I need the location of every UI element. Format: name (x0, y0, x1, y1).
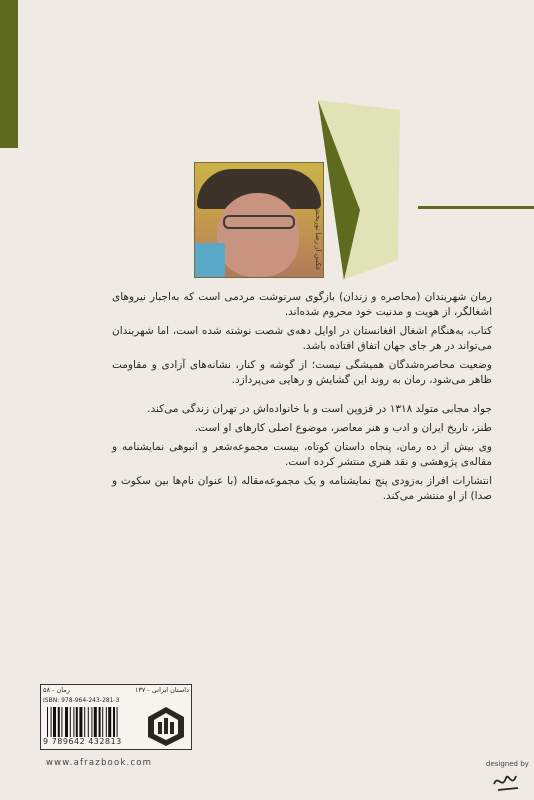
bio-paragraph: جواد مجابی متولد ۱۳۱۸ در قزوین است و با خانواده‌اش در تهران زندگی می‌کند. (147, 403, 492, 415)
designed-by-label: designed by (486, 760, 529, 768)
bio-paragraph: وی بیش از ده رمان، پنجاه داستان کوتاه، بیست مجموعه‌شعر و انبوهی نمایشنامه و مقاله‌ی پژوهشی و نقد هنری منتشر کرده است. (112, 441, 492, 468)
barcode-bars (47, 707, 145, 737)
barcode-number: 9 789642 432813 (43, 737, 122, 746)
barcode-panel (40, 684, 192, 750)
bio-paragraph: انتشارات افراز به‌زودی پنج نمایشنامه و یک مجموعه‌مقاله (با عنوان نام‌ها بین سکوت و صدا) از او منتشر می‌کند. (112, 475, 492, 502)
description-paragraph: رمان شهربندان (محاصره و زندان) بازگوی سرنوشت مردمی است که به‌اجبار نیروهای اشغالگر، از هویت و مدنیت خود محروم شده‌اند. (112, 291, 492, 318)
book-description (112, 290, 492, 392)
author-photo (194, 162, 324, 278)
series-label: رمان - ۵۸ (43, 686, 70, 694)
category-label: داستان ایرانی - ۱۳۷ (134, 686, 189, 694)
photo-credit: عکس از رضا نوربخش (314, 206, 322, 271)
afraz-logo-icon (145, 705, 187, 747)
description-paragraph: وضعیت محاصره‌شدگان همیشگی نیست؛ از گوشه و کنار، نشانه‌های آزادی و مقاومت ظاهر می‌شود، رمان به روند این گشایش و رهایی می‌پردازد. (112, 359, 492, 386)
website-url: www.afrazbook.com (46, 758, 153, 768)
accent-line (418, 206, 534, 209)
bio-paragraph: طنز، تاریخ ایران و ادب و هنر معاصر، موضوع اصلی کارهای او است. (194, 422, 492, 434)
isbn-text: ISBN: 978-964-243-281-3 (43, 697, 120, 704)
description-paragraph: کتاب، به‌هنگام اشغال افغانستان در اوایل دهه‌ی شصت نوشته شده است، اما شهربندان می‌تواند در هر جای جهان اتفاق افتاده باشد. (112, 325, 492, 352)
accent-strip (0, 0, 18, 148)
designer-signature-icon (492, 770, 522, 794)
author-bio (112, 402, 492, 508)
